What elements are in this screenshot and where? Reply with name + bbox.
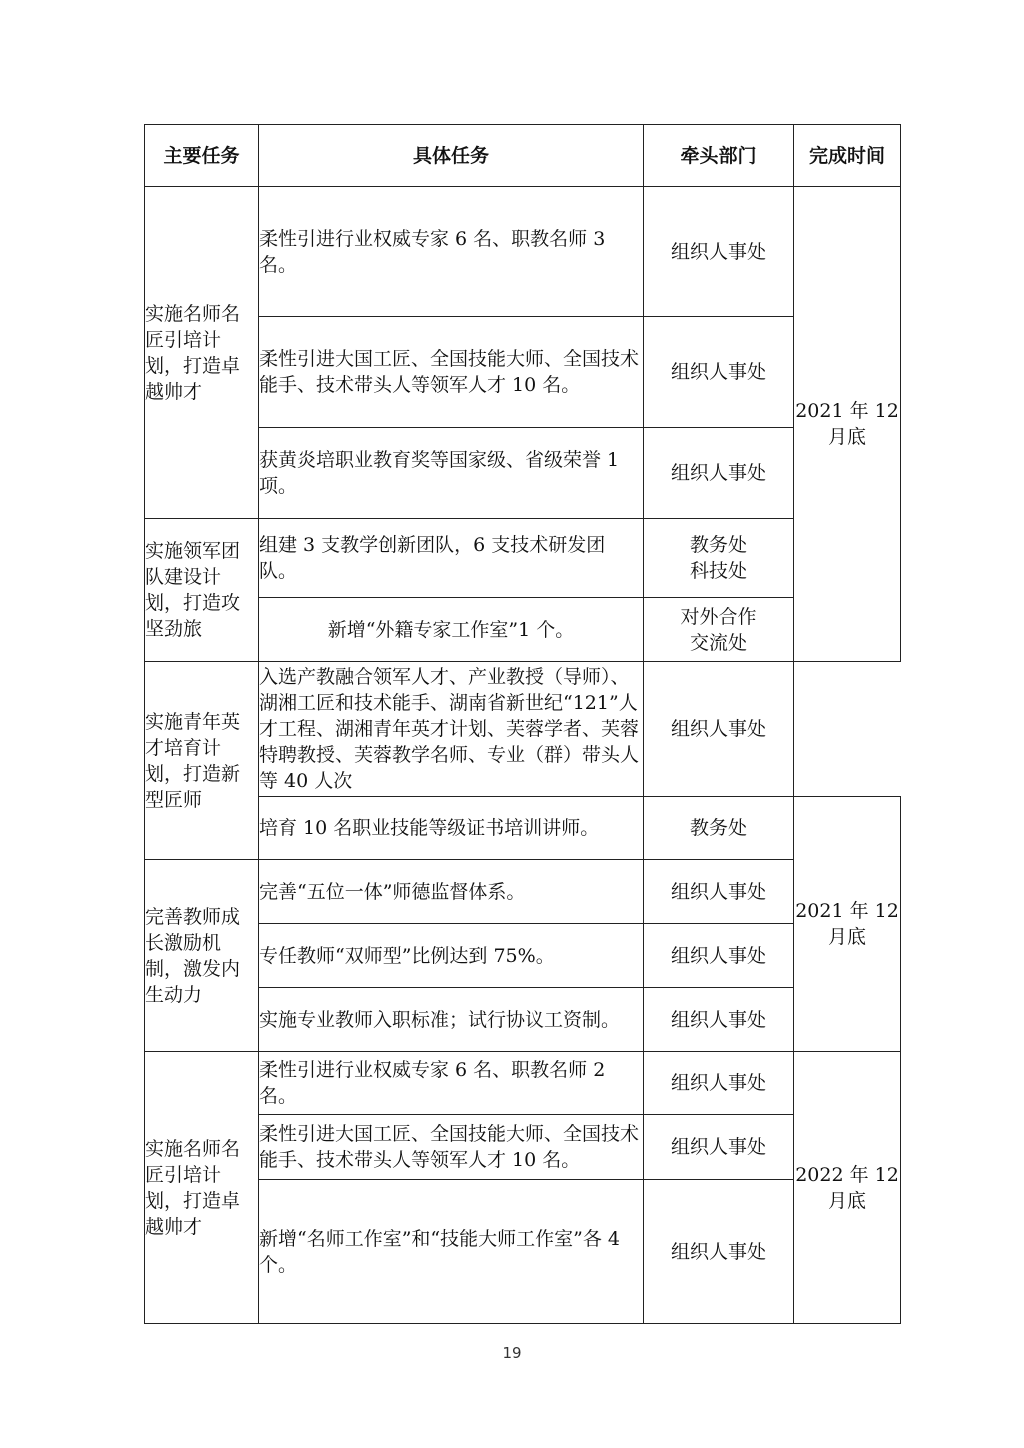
- header-lead-department: 牵头部门: [644, 125, 794, 187]
- table-row: [145, 428, 901, 519]
- department-cell: 教务处 科技处: [644, 519, 794, 598]
- table-row: [145, 317, 901, 428]
- table-row: [145, 924, 901, 988]
- specific-task-cell: 柔性引进大国工匠、全国技能大师、全国技术能手、技术带头人等领军人才 10 名。: [259, 1115, 644, 1180]
- department-cell: 组织人事处: [644, 1180, 794, 1324]
- department-cell: 对外合作 交流处: [644, 598, 794, 662]
- specific-task-cell: 入选产教融合领军人才、产业教授（导师）、湖湘工匠和技术能手、湖南省新世纪“121”人才工程、湖湘青年英才计划、芙蓉学者、芙蓉特聘教授、芙蓉教学名师、专业（群）带头人等 40 人次: [259, 662, 644, 797]
- specific-task-cell: 柔性引进行业权威专家 6 名、职教名师 2 名。: [259, 1052, 644, 1115]
- completion-time-cell: 2021 年 12 月底: [794, 797, 901, 1052]
- table-row: [145, 519, 901, 598]
- table-row: [145, 1180, 901, 1324]
- main-task-cell: 实施青年英才培育计划，打造新型匠师: [145, 662, 259, 860]
- department-cell: 组织人事处: [644, 187, 794, 317]
- table-row: [145, 797, 901, 860]
- header-completion-time: 完成时间: [794, 125, 901, 187]
- specific-task-cell: 新增“名师工作室”和“技能大师工作室”各 4 个。: [259, 1180, 644, 1324]
- header-main-task: 主要任务: [145, 125, 259, 187]
- specific-task-cell: 组建 3 支教学创新团队，6 支技术研发团队。: [259, 519, 644, 598]
- completion-time-cell: 2021 年 12 月底: [794, 187, 901, 662]
- main-task-cell: 实施领军团队建设计划，打造攻坚劲旅: [145, 519, 259, 662]
- specific-task-cell: 实施专业教师入职标准；试行协议工资制。: [259, 988, 644, 1052]
- table-row: [145, 598, 901, 662]
- department-cell: 组织人事处: [644, 317, 794, 428]
- table-row: [145, 1052, 901, 1115]
- department-cell: 组织人事处: [644, 1052, 794, 1115]
- specific-task-cell: 获黄炎培职业教育奖等国家级、省级荣誉 1 项。: [259, 428, 644, 519]
- table-row: [145, 187, 901, 317]
- table-row: [145, 662, 901, 797]
- completion-time-cell: 2022 年 12 月底: [794, 1052, 901, 1324]
- department-cell: 组织人事处: [644, 1115, 794, 1180]
- main-task-cell: 实施名师名匠引培计划，打造卓越帅才: [145, 1052, 259, 1324]
- table-header-row: [145, 125, 901, 187]
- specific-task-cell: 培育 10 名职业技能等级证书培训讲师。: [259, 797, 644, 860]
- department-cell: 组织人事处: [644, 662, 794, 797]
- table-row: [145, 860, 901, 924]
- department-cell: 组织人事处: [644, 428, 794, 519]
- specific-task-cell: 柔性引进大国工匠、全国技能大师、全国技术能手、技术带头人等领军人才 10 名。: [259, 317, 644, 428]
- main-task-cell: 完善教师成长激励机制，激发内生动力: [145, 860, 259, 1052]
- header-specific-task: 具体任务: [259, 125, 644, 187]
- table-row: [145, 988, 901, 1052]
- department-cell: 组织人事处: [644, 924, 794, 988]
- main-task-cell: 实施名师名匠引培计划，打造卓越帅才: [145, 187, 259, 519]
- department-cell: 组织人事处: [644, 988, 794, 1052]
- specific-task-cell: 完善“五位一体”师德监督体系。: [259, 860, 644, 924]
- specific-task-cell: 专任教师“双师型”比例达到 75%。: [259, 924, 644, 988]
- specific-task-cell: 新增“外籍专家工作室”1 个。: [259, 598, 644, 662]
- department-cell: 教务处: [644, 797, 794, 860]
- table-row: [145, 1115, 901, 1180]
- page-number: 19: [502, 1344, 522, 1362]
- department-cell: 组织人事处: [644, 860, 794, 924]
- specific-task-cell: 柔性引进行业权威专家 6 名、职教名师 3 名。: [259, 187, 644, 317]
- task-table: [144, 124, 901, 1324]
